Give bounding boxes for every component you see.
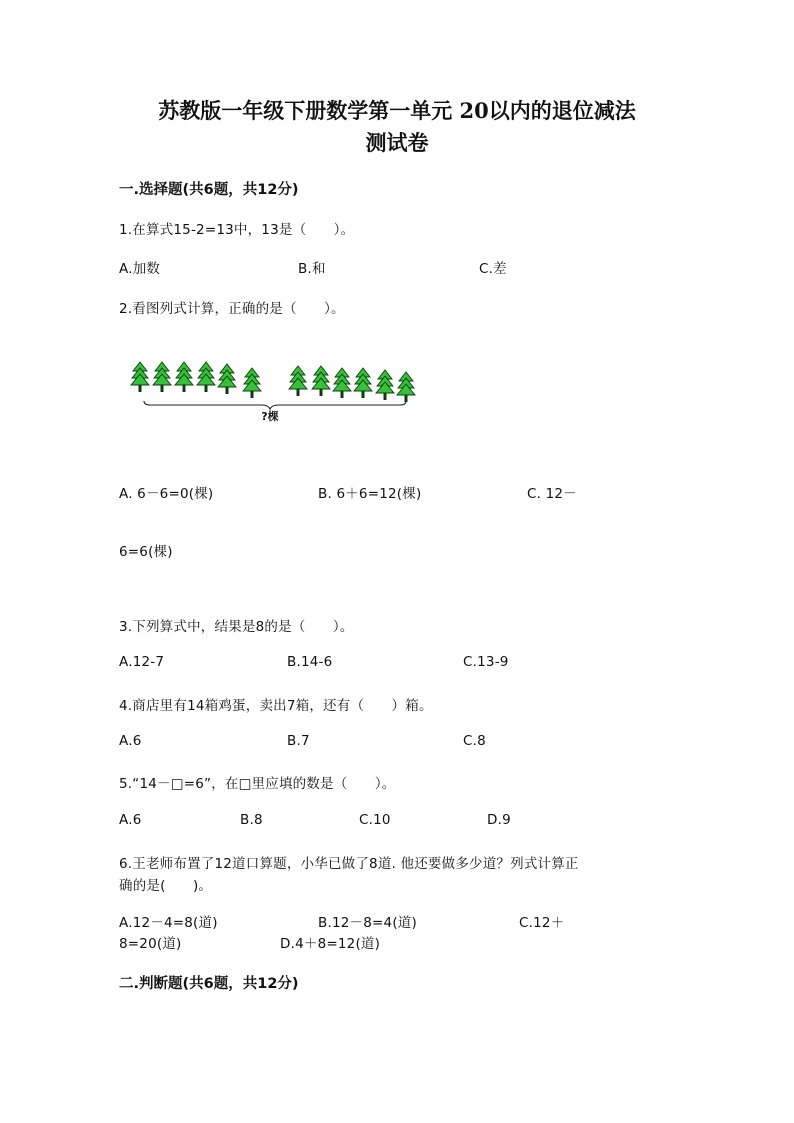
q2-option-a: A. 6－6=0(棵): [119, 486, 214, 502]
q5-option-a: A.6: [119, 812, 142, 828]
question-6: 6.王老师布置了12道口算题，小华已做了8道. 他还要做多少道？列式计算正: [119, 856, 579, 872]
q4-option-b: B.7: [287, 733, 310, 749]
tree-icon: [397, 372, 415, 402]
q6-option-b: B.12－8=4(道): [318, 915, 417, 931]
tree-icon: [197, 362, 215, 392]
tree-icon: [131, 362, 149, 392]
question-1: 1.在算式15-2=13中，13是（ ）。: [119, 222, 355, 238]
q5-option-b: B.8: [240, 812, 263, 828]
q3-option-a: A.12-7: [119, 654, 165, 670]
question-3: 3.下列算式中，结果是8的是（ ）。: [119, 619, 354, 635]
tree-icon: [333, 368, 351, 398]
section-heading-judge: 二.判断题(共6题，共12分): [119, 976, 299, 992]
question-4: 4.商店里有14箱鸡蛋，卖出7箱，还有（ ）箱。: [119, 698, 433, 714]
q5-option-d: D.9: [487, 812, 511, 828]
tree-figure: [130, 358, 420, 428]
tree-icon: [175, 362, 193, 392]
q6-option-c: C.12＋: [519, 915, 565, 931]
q1-option-a: A.加数: [119, 261, 161, 277]
page-title: 苏教版一年级下册数学第一单元 20以内的退位减法: [158, 98, 636, 123]
tree-icon: [289, 366, 307, 396]
tree-icon: [153, 362, 171, 392]
q2-option-c: C. 12－: [527, 486, 577, 502]
page-title-line2: 测试卷: [365, 130, 429, 155]
tree-icon: [218, 364, 236, 394]
question-6-line2: 确的是( )。: [119, 878, 213, 894]
brace-icon: [144, 401, 406, 409]
tree-group: [131, 362, 415, 402]
q3-option-c: C.13-9: [463, 654, 509, 670]
q4-option-a: A.6: [119, 733, 142, 749]
q1-option-b: B.和: [298, 261, 326, 277]
section-heading-choice: 一.选择题(共6题，共12分): [119, 182, 299, 198]
question-5: 5.“14－□=6”，在□里应填的数是（ ）。: [119, 776, 396, 792]
q6-option-a: A.12－4=8(道): [119, 915, 218, 931]
question-2: 2.看图列式计算，正确的是（ ）。: [119, 301, 345, 317]
q2-option-b: B. 6＋6=12(棵): [318, 486, 422, 502]
tree-icon: [376, 370, 394, 400]
tree-icon: [243, 368, 261, 398]
tree-icon: [354, 368, 372, 398]
tree-caption: ?棵: [261, 410, 279, 423]
q2-option-c-continued: 6=6(棵): [119, 544, 173, 560]
tree-icon: [312, 366, 330, 396]
q3-option-b: B.14-6: [287, 654, 333, 670]
q4-option-c: C.8: [463, 733, 486, 749]
q6-option-d: D.4＋8=12(道): [280, 936, 381, 952]
q5-option-c: C.10: [359, 812, 391, 828]
q1-option-c: C.差: [479, 261, 507, 277]
q6-option-c-continued: 8=20(道): [119, 936, 182, 952]
